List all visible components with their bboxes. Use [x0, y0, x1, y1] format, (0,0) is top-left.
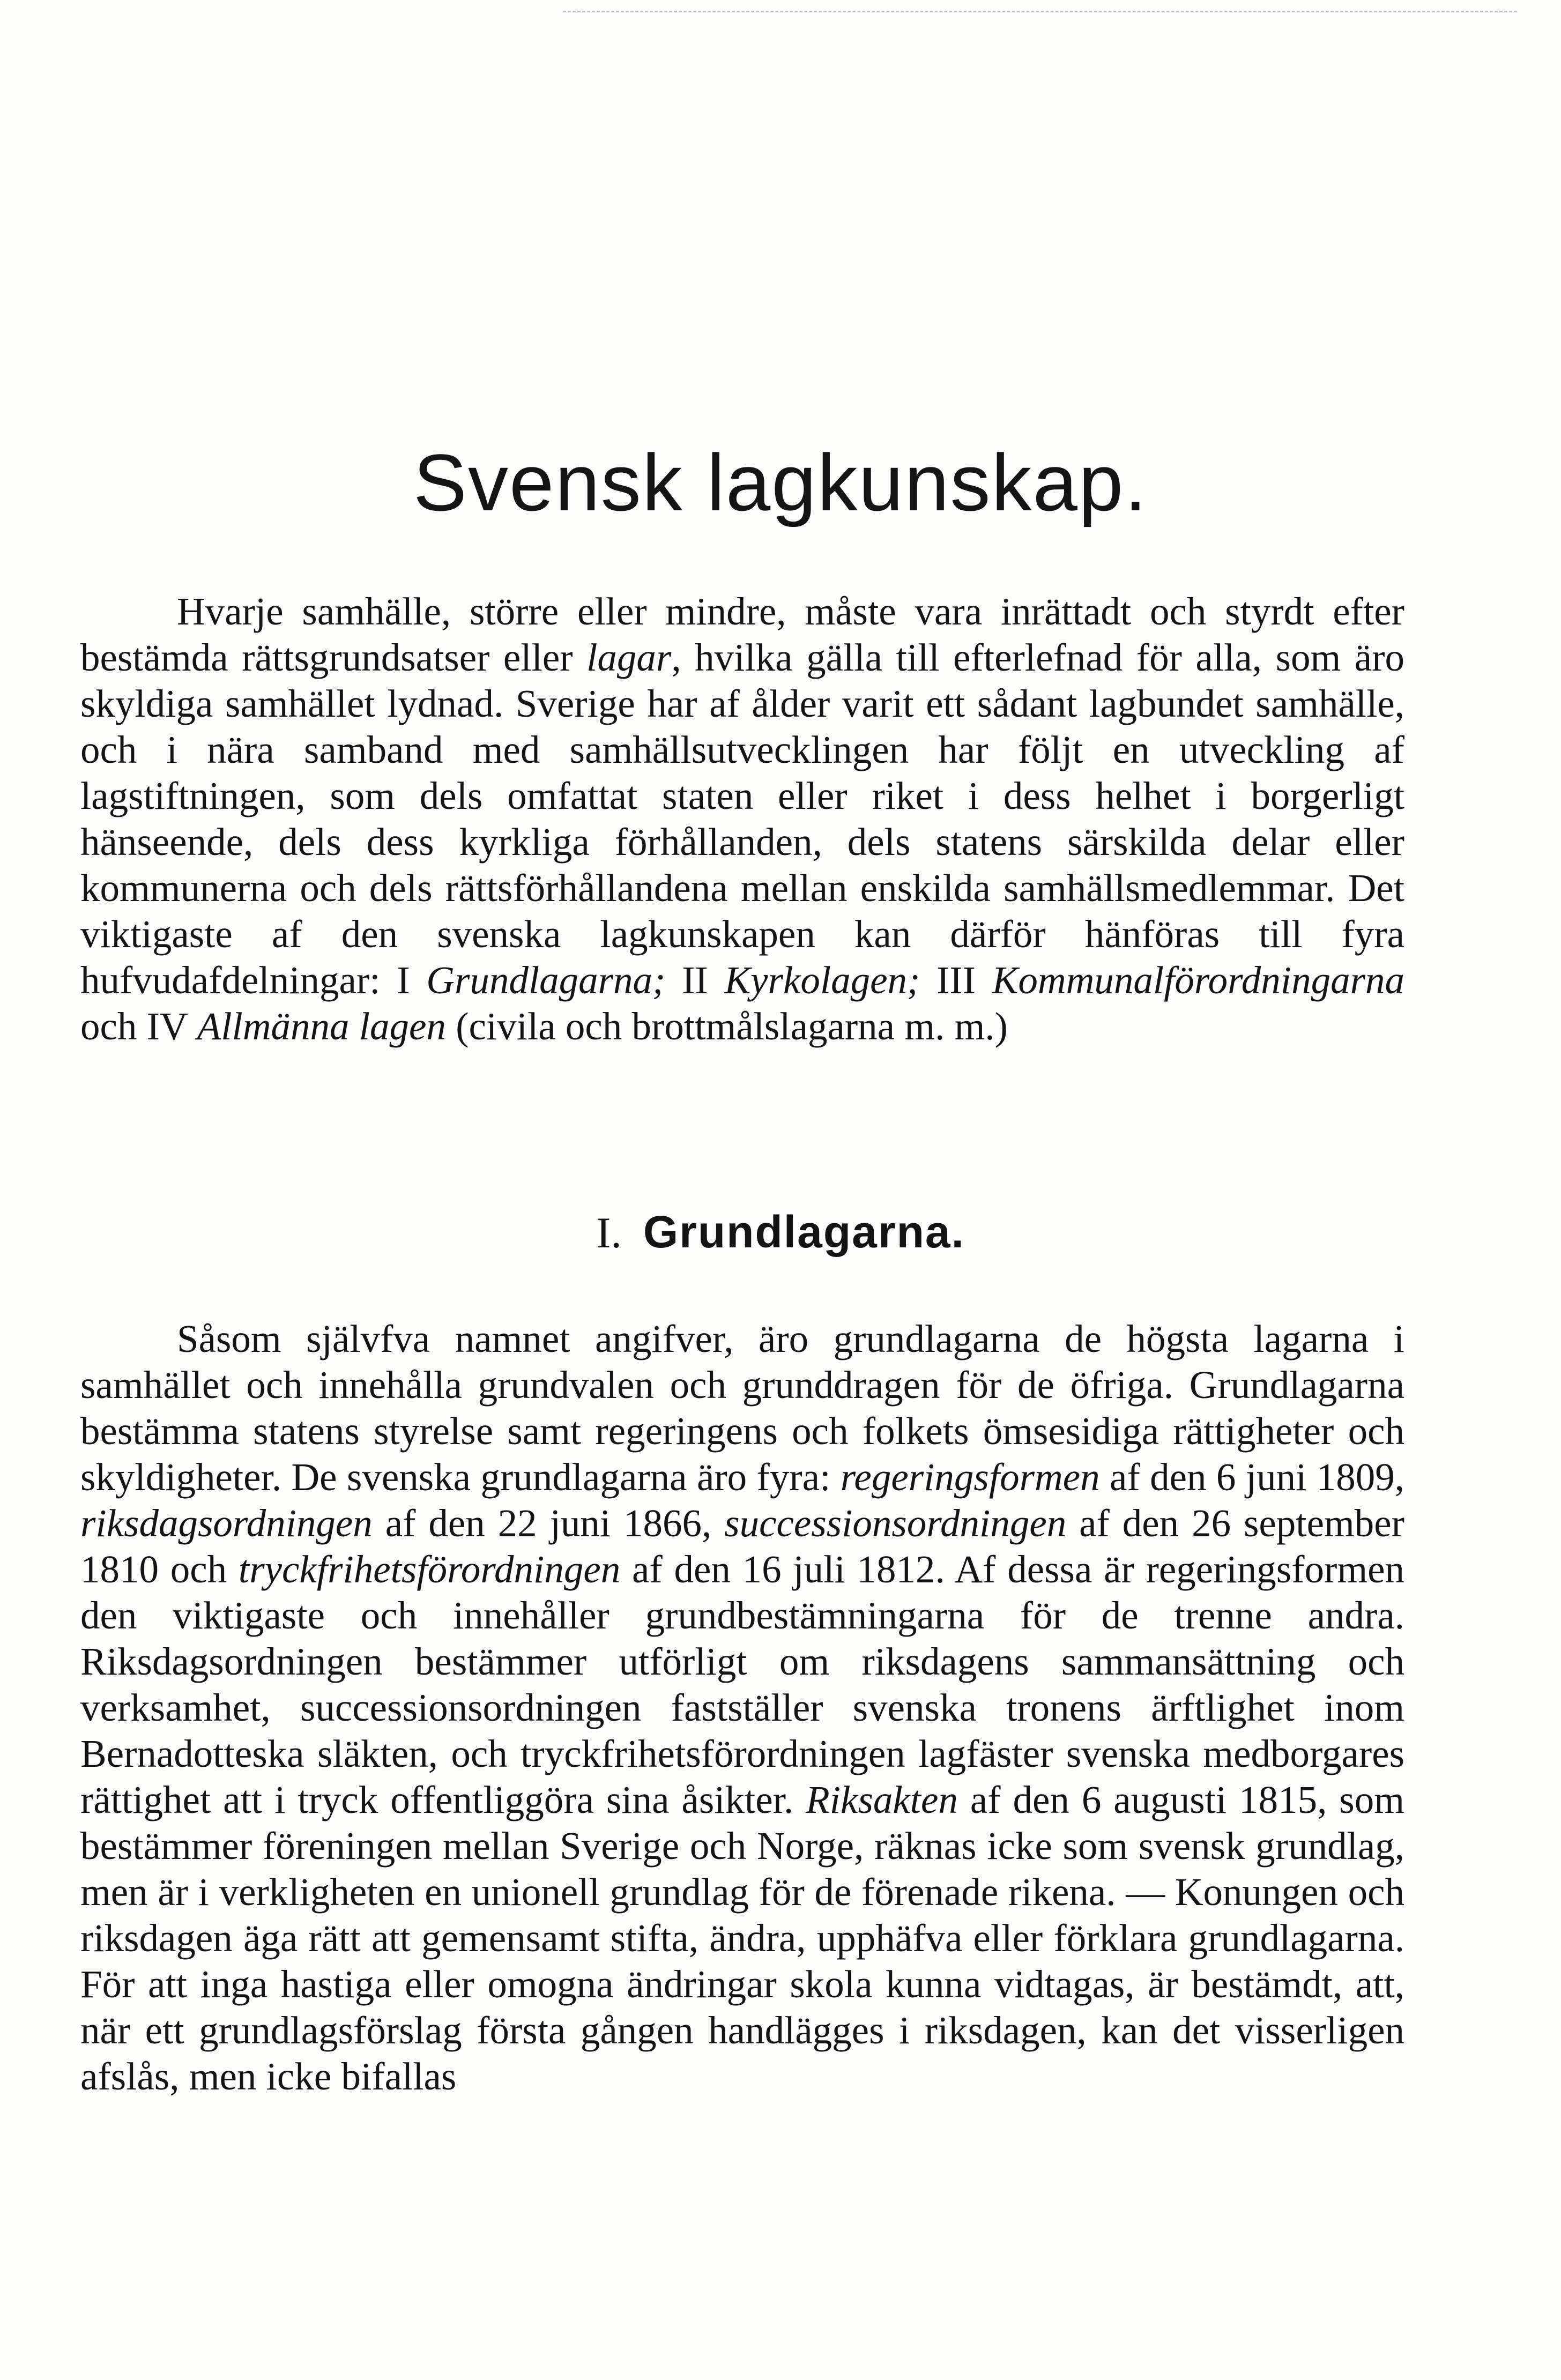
- term-lagar: lagar: [586, 636, 672, 679]
- intro-text-part: Hvarje samhälle, större eller mindre, måste vara inrättadt och styrdt efter bestämda rättsgrundsatser eller: [80, 590, 1404, 679]
- intro-text-part: III: [920, 958, 992, 1002]
- term-tryckfrihetsforordningen: tryckfrihetsförordningen: [238, 1548, 621, 1591]
- term-allmanna-lagen: Allmänna lagen: [197, 1005, 446, 1048]
- section-title: Grundlagarna.: [643, 1207, 965, 1257]
- term-regeringsformen: regeringsformen: [840, 1455, 1100, 1499]
- intro-text-part: II: [665, 958, 725, 1002]
- body-text-part: af den 6 augusti 1815, som bestämmer föreningen mellan Sverige och Norge, räknas icke som svensk grundlag, men är i verkligheten en unionell grundlag för de förenade rikena. — Konungen och riksdagen äga rätt att gemensamt stifta, ändra, upphäfva eller förklara grundlagarna. För att inga hastiga eller omogna ändringar skola kunna vidtagas, är bestämdt, att, när ett grundlagsförslag första gången handlägges i riksdagen, kan det visserligen afslås, men icke bifallas: [80, 1778, 1404, 2098]
- page-title: Svensk lagkunskap.: [413, 437, 1148, 527]
- body-text-part: af den 16 juli 1812. Af dessa är regeringsformen den viktigaste och innehåller grundbestämningarna för de trenne andra. Riksdagsordningen bestämmer utförligt om riksdagens sammansättning och verksamhet, successionsordningen fastställer svenska tronens ärftlighet inom Bernadotteska släkten, och tryckfrihetsförordningen lagfäster svenska medborgares rättighet att i tryck offentliggöra sina åsikter.: [80, 1548, 1405, 1821]
- intro-text-part: och IV: [80, 1005, 197, 1048]
- intro-paragraph: [80, 589, 1404, 1050]
- intro-text: [80, 589, 1404, 1050]
- term-kyrkolagen: Kyrkolagen;: [724, 958, 920, 1002]
- body-text-part: Såsom självfva namnet angifver, äro grundlagarna de högsta lagarna i samhället och innehålla grundvalen och grunddragen för de öfriga. Grundlagarna bestämma statens styrelse samt regeringens och folkets ömsesidiga rättigheter och skyldigheter. De svenska grundlagarna äro fyra:: [80, 1317, 1404, 1499]
- term-kommunalforordningarna: Kommunalförordningarna: [992, 958, 1404, 1002]
- section-paragraph: [80, 1316, 1404, 2100]
- term-riksakten: Riksakten: [806, 1778, 958, 1821]
- page-edge-rule: [563, 11, 1517, 12]
- section-heading: [0, 1206, 1561, 1258]
- term-grundlagarna: Grundlagarna;: [426, 958, 666, 1002]
- term-riksdagsordningen: riksdagsordningen: [80, 1501, 373, 1545]
- intro-text-part: , hvilka gälla till efterlefnad för alla, som äro skyldiga samhället lydnad. Sverige har af ålder varit ett sådant lagbundet samhälle, och i nära samband med samhällsutvecklingen har följt en utveckling af lagstiftningen, som dels omfattat staten eller riket i dess helhet i borgerligt hänseende, dels dess kyrkliga förhållanden, dels statens särskilda delar eller kommunerna och dels rättsförhållandena mellan enskilda samhällsmedlemmar. Det viktigaste af den svenska lagkunskapen kan därför hänföras till fyra hufvudafdelningar: I: [80, 636, 1404, 1002]
- intro-text-part: (civila och brottmålslagarna m. m.): [445, 1005, 1008, 1048]
- term-successionsordningen: successionsordningen: [724, 1501, 1067, 1545]
- body-text-part: af den 26 september 1810 och: [80, 1501, 1404, 1591]
- section-body: [80, 1316, 1404, 2100]
- body-text-part: af den 22 juni 1866,: [372, 1501, 725, 1545]
- section-number: I.: [596, 1208, 622, 1257]
- body-text-part: af den 6 juni 1809,: [1099, 1455, 1404, 1499]
